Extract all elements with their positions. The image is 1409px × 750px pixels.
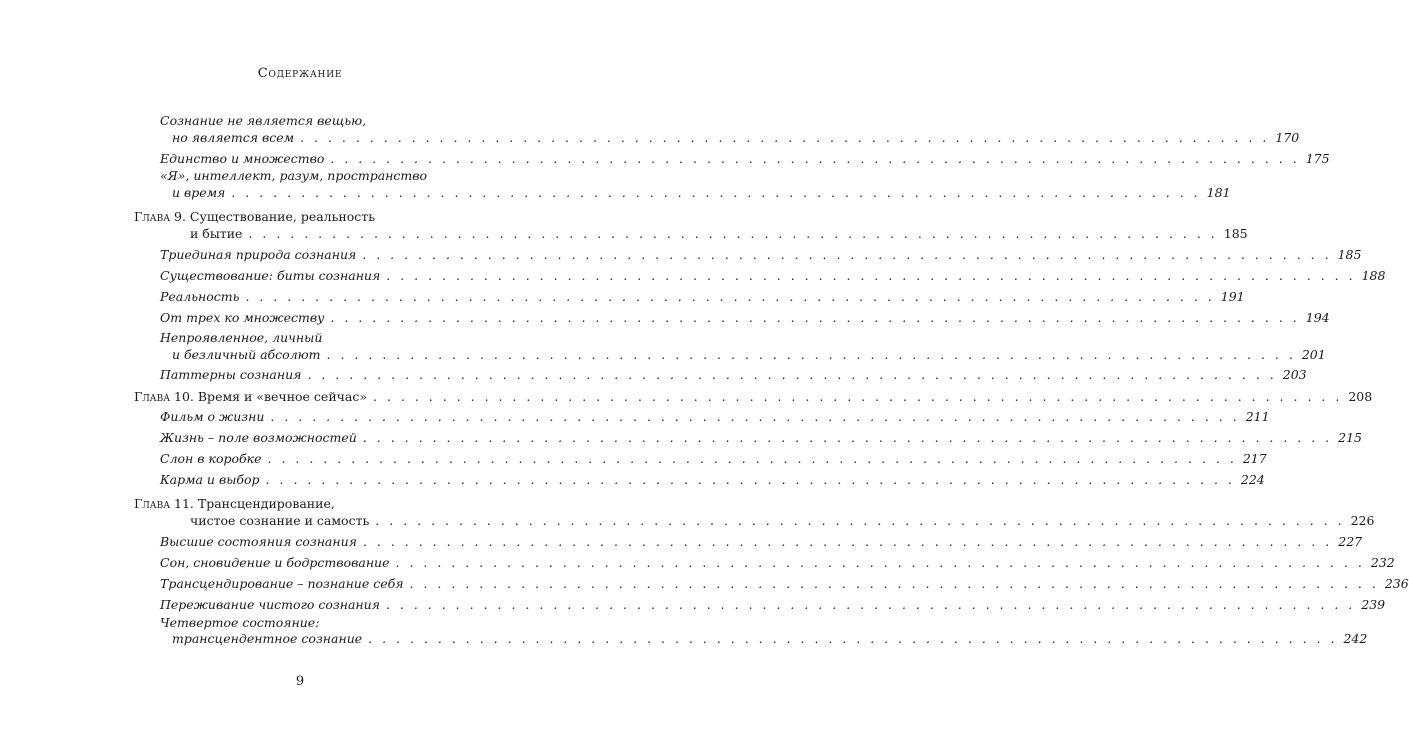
chapter-number: Глава 10. xyxy=(134,389,194,404)
toc-entry[interactable] xyxy=(160,309,1330,326)
leader-dots: . . . . . . . . . . . . . . . . . . . . . . . . . . . . . . . . . . . . . . . . . . . . . . . . . . . . . . . . . . . . . . . . . . . . . . xyxy=(409,576,1379,591)
toc-entry[interactable] xyxy=(160,575,1409,592)
toc-entry-title: Переживание чистого сознания xyxy=(160,597,380,612)
chapter-title: Трансцендирование, xyxy=(197,496,335,511)
toc-entry-page: 203 xyxy=(1282,367,1307,382)
toc-entry-title: чистое сознание и самость xyxy=(190,513,370,528)
leader-dots: . . . . . . . . . . . . . . . . . . . . . . . . . . . . . . . . . . . . . . . . . . . . . . . . . . . . . . . . . . . . . . . . . . . . . . xyxy=(362,534,1333,549)
toc-entry-title xyxy=(134,388,367,405)
leader-dots: . . . . . . . . . . . . . . . . . . . . . . . . . . . . . . . . . . . . . . . . . . . . . . . . . . . . . . . . . . . . . . . . . . . . . . xyxy=(385,597,1356,612)
toc-entry[interactable] xyxy=(160,596,1386,613)
toc-entry-page: 175 xyxy=(1305,151,1330,166)
toc-entry-page: 227 xyxy=(1338,534,1363,549)
leader-dots: . . . . . . . . . . . . . . . . . . . . . . . . . . . . . . . . . . . . . . . . . . . . . . . . . . . . . . . . . . . . . . . . . . . . . . xyxy=(386,268,1356,283)
toc-entry[interactable] xyxy=(160,246,1362,263)
chapter-title: Время и «вечное сейчас» xyxy=(197,389,368,404)
leader-dots: . . . . . . . . . . . . . . . . . . . . . . . . . . . . . . . . . . . . . . . . . . . . . . . . . . . . . . . . . . . . . . . . . . . . . . xyxy=(330,151,1300,166)
chapter-title: Существование, реальность xyxy=(189,209,376,224)
toc-entry-page: 239 xyxy=(1361,597,1386,612)
toc-entry-title: Фильм о жизни xyxy=(160,409,265,424)
toc-entry-title: Трансцендирование – познание себя xyxy=(160,576,404,591)
toc-entry[interactable] xyxy=(160,450,1267,467)
toc-entry-title: Высшие состояния сознания xyxy=(160,534,357,549)
toc-entry-line: «Я», интеллект, разум, пространство xyxy=(160,168,428,183)
toc-entry-page: 201 xyxy=(1301,347,1326,362)
toc-entry-title: и безличный абсолют xyxy=(172,347,321,362)
toc-entry-title: Единство и множество xyxy=(160,151,325,166)
chapter-heading xyxy=(134,208,375,225)
toc-entry[interactable] xyxy=(160,429,1363,446)
leader-dots: . . . . . . . . . . . . . . . . . . . . . . . . . . . . . . . . . . . . . . . . . . . . . . . . . . . . . . . . . . . . . . . . . . . . . . xyxy=(362,430,1333,445)
leader-dots: . . . . . . . . . . . . . . . . . . . . . . . . . . . . . . . . . . . . . . . . . . . . . . . . . . . . . . . . . . . . . . . . . . . . . . xyxy=(395,555,1365,570)
toc-chapter-entry[interactable] xyxy=(190,225,1248,242)
toc-entry-title: Реальность xyxy=(160,289,240,304)
leader-dots: . . . . . . . . . . . . . . . . . . . . . . . . . . . . . . . . . . . . . . . . . . . . . . . . . . . . . . . . . . . . . . . . . . . . . . xyxy=(300,130,1270,145)
leader-dots: . . . . . . . . . . . . . . . . . . . . . . . . . . . . . . . . . . . . . . . . . . . . . . . . . . . . . . . . . . . . . . . . . . . . . . xyxy=(265,472,1235,487)
toc-entry[interactable] xyxy=(160,471,1265,488)
leader-dots: . . . . . . . . . . . . . . . . . . . . . . . . . . . . . . . . . . . . . . . . . . . . . . . . . . . . . . . . . . . . . . . . . . . . . . xyxy=(368,631,1338,646)
toc-entry-title: Слон в коробке xyxy=(160,451,262,466)
toc-entry-title: Существование: биты сознания xyxy=(160,268,381,283)
toc-entry-page: 236 xyxy=(1384,576,1409,591)
toc-chapter-entry[interactable] xyxy=(134,388,1373,405)
toc-entry[interactable] xyxy=(172,184,1231,201)
leader-dots: . . . . . . . . . . . . . . . . . . . . . . . . . . . . . . . . . . . . . . . . . . . . . . . . . . . . . . . . . . . . . . . . . . . . . . xyxy=(267,451,1237,466)
leader-dots: . . . . . . . . . . . . . . . . . . . . . . . . . . . . . . . . . . . . . . . . . . . . . . . . . . . . . . . . . . . . . . . . . . . . . . xyxy=(270,409,1240,424)
toc-entry-page: 170 xyxy=(1275,130,1300,145)
toc-entry[interactable] xyxy=(172,129,1300,146)
toc-entry-page: 194 xyxy=(1305,310,1330,325)
leader-dots: . . . . . . . . . . . . . . . . . . . . . . . . . . . . . . . . . . . . . . . . . . . . . . . . . . . . . . . . . . . . . . . . . . . . . . xyxy=(326,347,1296,362)
toc-entry-line: Сознание не является вещью, xyxy=(160,113,367,128)
toc-entry-page: 191 xyxy=(1220,289,1245,304)
chapter-number: Глава 11. xyxy=(134,496,194,511)
toc-entry-title: Паттерны сознания xyxy=(160,367,302,382)
toc-entry-line: Четвертое состояние: xyxy=(160,615,320,630)
toc-entry[interactable] xyxy=(160,533,1363,550)
toc-entry[interactable] xyxy=(160,150,1330,167)
toc-entry-title: Карма и выбор xyxy=(160,472,260,487)
toc-entry-title: трансцендентное сознание xyxy=(172,631,363,646)
toc-entry-page: 185 xyxy=(1223,226,1248,241)
toc-entry-title: Жизнь – поле возможностей xyxy=(160,430,357,445)
toc-entry[interactable] xyxy=(160,366,1307,383)
chapter-number: Глава 9. xyxy=(134,209,186,224)
toc-entry-page: 185 xyxy=(1337,247,1362,262)
toc-entry[interactable] xyxy=(160,408,1270,425)
toc-entry[interactable] xyxy=(160,554,1395,571)
toc-entry-page: 217 xyxy=(1242,451,1267,466)
toc-entry[interactable] xyxy=(172,630,1368,647)
leader-dots: . . . . . . . . . . . . . . . . . . . . . . . . . . . . . . . . . . . . . . . . . . . . . . . . . . . . . . . . . . . . . . . . . . . . . . xyxy=(373,389,1343,404)
toc-entry[interactable] xyxy=(172,346,1326,363)
toc-entry-page: 226 xyxy=(1350,513,1375,528)
toc-entry[interactable] xyxy=(160,267,1386,284)
leader-dots: . . . . . . . . . . . . . . . . . . . . . . . . . . . . . . . . . . . . . . . . . . . . . . . . . . . . . . . . . . . . . . . . . . . . . . xyxy=(231,185,1201,200)
toc-entry-title: и бытие xyxy=(190,226,243,241)
page-number: 9 xyxy=(295,674,305,689)
leader-dots: . . . . . . . . . . . . . . . . . . . . . . . . . . . . . . . . . . . . . . . . . . . . . . . . . . . . . . . . . . . . . . . . . . . . . . xyxy=(330,310,1300,325)
toc-heading: Содержание xyxy=(257,66,343,81)
toc-entry-title: От трех ко множеству xyxy=(160,310,325,325)
toc-entry-line: Непроявленное, личный xyxy=(160,330,323,345)
toc-entry-title: Сон, сновидение и бодрствование xyxy=(160,555,390,570)
toc-entry-title: но является всем xyxy=(172,130,295,145)
toc-entry-page: 232 xyxy=(1370,555,1395,570)
toc-entry-page: 181 xyxy=(1206,185,1231,200)
chapter-heading xyxy=(134,495,335,512)
leader-dots: . . . . . . . . . . . . . . . . . . . . . . . . . . . . . . . . . . . . . . . . . . . . . . . . . . . . . . . . . . . . . . . . . . . . . . xyxy=(248,226,1218,241)
toc-entry-page: 188 xyxy=(1361,268,1386,283)
leader-dots: . . . . . . . . . . . . . . . . . . . . . . . . . . . . . . . . . . . . . . . . . . . . . . . . . . . . . . . . . . . . . . . . . . . . . . xyxy=(375,513,1345,528)
toc-chapter-entry[interactable] xyxy=(190,512,1375,529)
toc-entry-page: 211 xyxy=(1245,409,1270,424)
toc-entry-page: 215 xyxy=(1338,430,1363,445)
leader-dots: . . . . . . . . . . . . . . . . . . . . . . . . . . . . . . . . . . . . . . . . . . . . . . . . . . . . . . . . . . . . . . . . . . . . . . xyxy=(245,289,1215,304)
leader-dots: . . . . . . . . . . . . . . . . . . . . . . . . . . . . . . . . . . . . . . . . . . . . . . . . . . . . . . . . . . . . . . . . . . . . . . xyxy=(362,247,1332,262)
toc-entry-page: 224 xyxy=(1240,472,1265,487)
toc-entry[interactable] xyxy=(160,288,1245,305)
leader-dots: . . . . . . . . . . . . . . . . . . . . . . . . . . . . . . . . . . . . . . . . . . . . . . . . . . . . . . . . . . . . . . . . . . . . . . xyxy=(307,367,1277,382)
toc-entry-page: 208 xyxy=(1348,389,1373,404)
toc-entry-page: 242 xyxy=(1343,631,1368,646)
toc-entry-title: и время xyxy=(172,185,226,200)
toc-entry-title: Триединая природа сознания xyxy=(160,247,357,262)
